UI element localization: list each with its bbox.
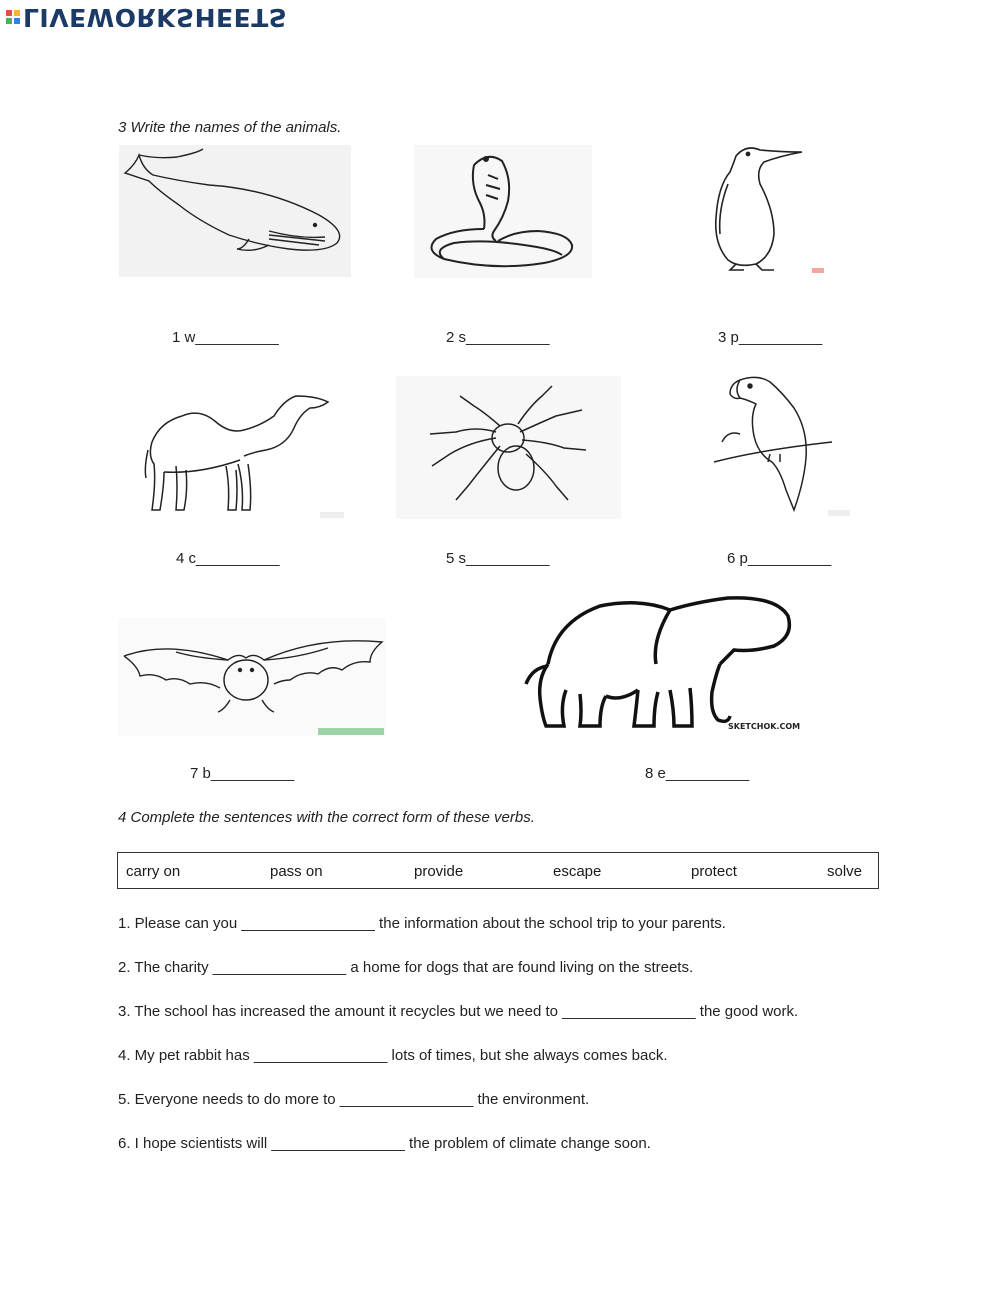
animal-label-5: 5 s__________ xyxy=(446,550,550,567)
penguin-drawing-icon xyxy=(690,140,835,275)
verb-provide: provide xyxy=(414,863,464,880)
sentence-5: 5. Everyone needs to do more to ________________ the environment. xyxy=(118,1091,590,1108)
spider-drawing-icon xyxy=(396,376,621,519)
animal-label-2: 2 s__________ xyxy=(446,329,550,346)
verb-escape: escape xyxy=(553,863,602,880)
sentence-2: 2. The charity ________________ a home for dogs that are found living on the streets. xyxy=(118,959,694,976)
cobra-drawing-icon xyxy=(414,145,592,278)
verb-solve: solve xyxy=(827,863,863,880)
animal-label-3: 3 p__________ xyxy=(718,329,823,346)
verb-carry-on: carry on xyxy=(126,863,181,880)
logo-text: LIVEWORKSHEETS xyxy=(23,2,288,32)
sentence-3: 3. The school has increased the amount it recycles but we need to ________________ the good work. xyxy=(118,1003,799,1020)
whale-drawing-icon xyxy=(119,145,351,277)
animal-label-1: 1 w__________ xyxy=(172,329,279,346)
animal-label-8: 8 e__________ xyxy=(645,765,750,782)
animal-label-6: 6 p__________ xyxy=(727,550,832,567)
verb-pass-on: pass on xyxy=(270,863,323,880)
animal-label-4: 4 c__________ xyxy=(176,550,280,567)
camel-drawing-icon xyxy=(140,386,350,520)
verb-protect: protect xyxy=(691,863,737,880)
bat-drawing-icon xyxy=(118,618,386,736)
elephant-watermark: SKETCHOK.COM xyxy=(728,722,801,731)
parrot-drawing-icon xyxy=(700,370,855,520)
section4-heading: 4 Complete the sentences with the correct form of these verbs. xyxy=(118,809,535,826)
sentence-1: 1. Please can you ________________ the information about the school trip to your parents. xyxy=(118,915,726,932)
liveworksheets-logo xyxy=(6,2,287,32)
verb-box xyxy=(117,852,879,889)
animal-label-7: 7 b__________ xyxy=(190,765,295,782)
section3-heading: 3 Write the names of the animals. xyxy=(118,119,342,136)
elephant-drawing-icon xyxy=(520,594,810,739)
logo-squares-icon xyxy=(6,10,20,24)
sentence-4: 4. My pet rabbit has ________________ lots of times, but she always comes back. xyxy=(118,1047,668,1064)
sentence-6: 6. I hope scientists will ________________ the problem of climate change soon. xyxy=(118,1135,651,1152)
